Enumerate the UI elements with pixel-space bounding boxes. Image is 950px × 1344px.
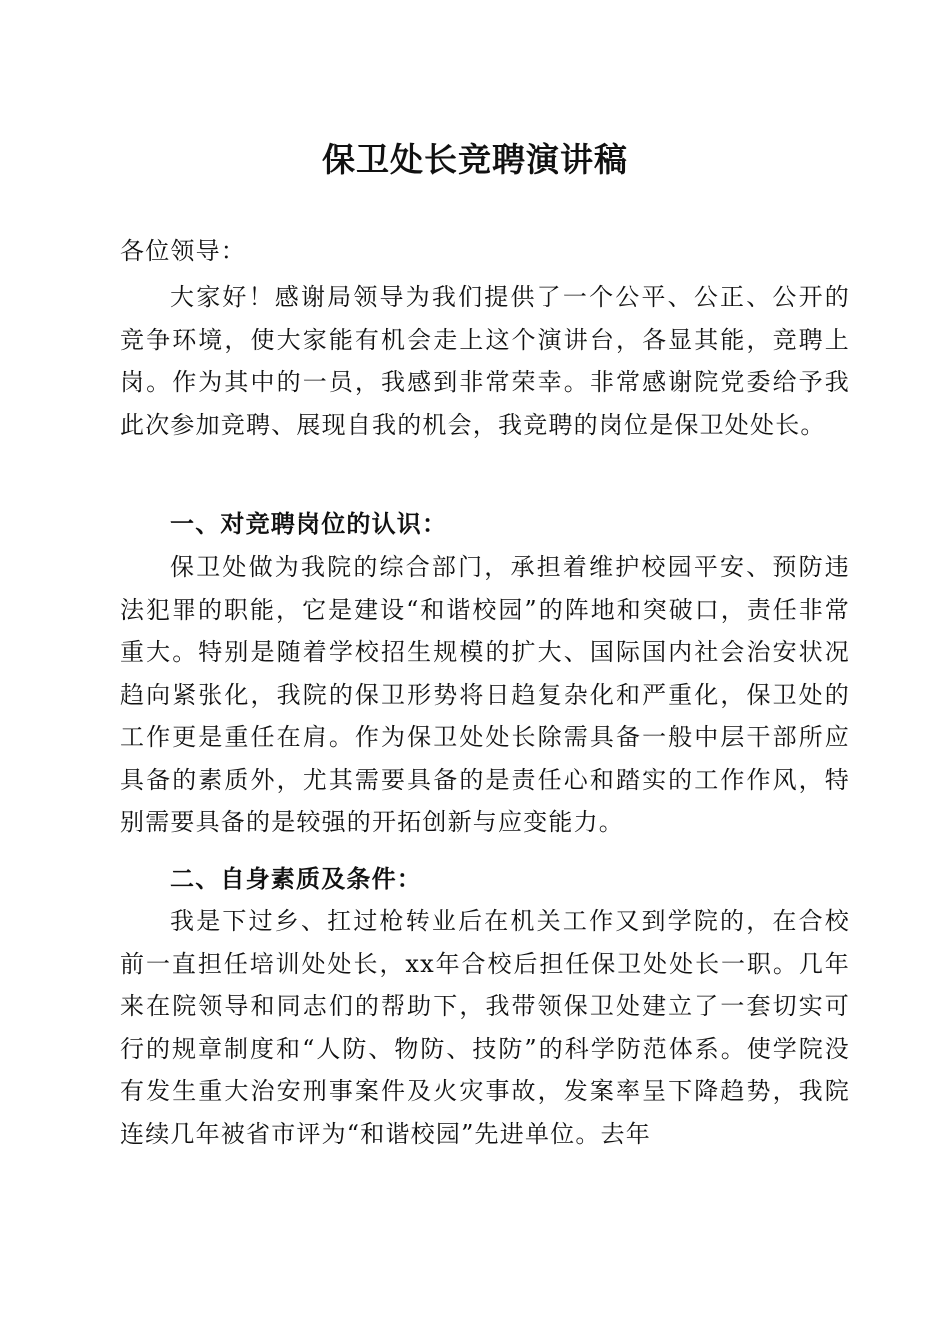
paragraph-intro: 大家好！感谢局领导为我们提供了一个公平、公正、公开的竞争环境，使大家能有机会走上这个演讲台，各显其能，竞聘上岗。作为其中的一员，我感到非常荣幸。非常感谢院党委给予我此次参加竞聘、展现自我的机会，我竞聘的岗位是保卫处处长。 bbox=[120, 283, 850, 439]
section-heading-2: 二、自身素质及条件： bbox=[170, 864, 422, 893]
section-heading-1: 一、对竞聘岗位的认识： bbox=[170, 509, 448, 538]
paragraph-qualifications: 我是下过乡、扛过枪转业后在机关工作又到学院的，在合校前一直担任培训处处长，xx年合校后担任保卫处处长一职。几年来在院领导和同志们的帮助下，我带领保卫处建立了一套切实可行的规章制度和“人防、物防、技防”的科学防范体系。使学院没有发生重大治安刑事案件及火灾事故，发案率呈下降趋势，我院连续几年被省市评为“和谐校园”先进单位。去年 bbox=[120, 907, 850, 1148]
document-title: 保卫处长竞聘演讲稿 bbox=[322, 140, 628, 179]
paragraph-position-understanding: 保卫处做为我院的综合部门，承担着维护校园平安、预防违法犯罪的职能，它是建设“和谐校园”的阵地和突破口，责任非常重大。特别是随着学校招生规模的扩大、国际国内社会治安状况趋向紧张化，我院的保卫形势将日趋复杂化和严重化，保卫处的工作更是重任在肩。作为保卫处处长除需具备一般中层干部所应具备的素质外，尤其需要具备的是责任心和踏实的工作作风，特别需要具备的是较强的开拓创新与应变能力。 bbox=[120, 553, 850, 836]
salutation: 各位领导： bbox=[120, 237, 246, 265]
